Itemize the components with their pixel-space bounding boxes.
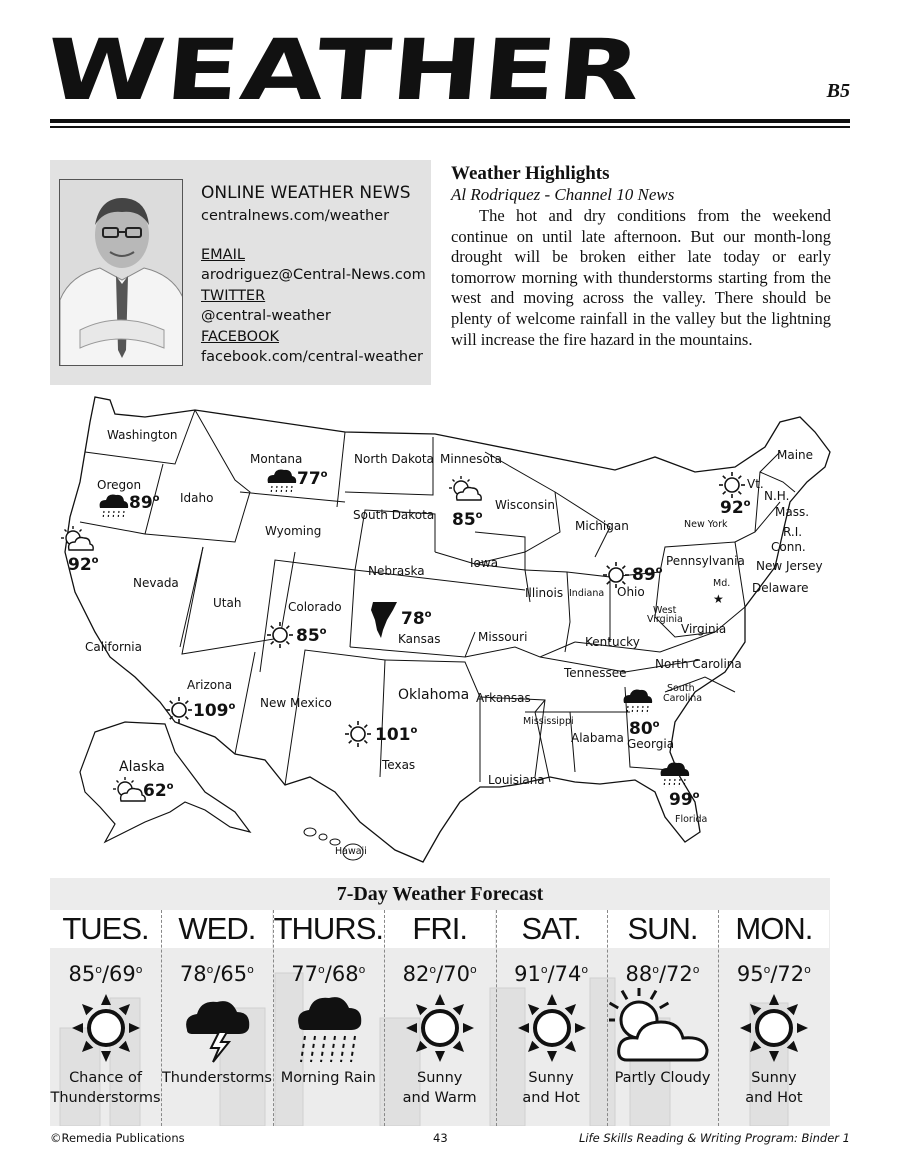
temp-alaska: 62$^o$ [143, 781, 174, 801]
day-divider [718, 910, 719, 1126]
day-condition: Sunny and Hot [522, 1070, 580, 1106]
us-weather-map [55, 392, 845, 872]
label-mississippi: Mississippi [523, 716, 574, 727]
label-west-virginia-2: Virginia [647, 614, 683, 625]
contact-heading: ONLINE WEATHER NEWS [201, 183, 411, 203]
page-title: WEATHER [41, 21, 647, 119]
day-condition: Thunderstorms [161, 1070, 272, 1086]
label-south-carolina-1: South [667, 683, 695, 694]
label-ri: R.I. [783, 525, 803, 539]
forecast-day [607, 910, 718, 1126]
label-tennessee: Tennessee [564, 666, 627, 680]
forecast-day [50, 910, 161, 1126]
site-link[interactable]: centralnews.com/weather [201, 208, 390, 224]
day-divider [496, 910, 497, 1126]
sun-icon [166, 697, 192, 723]
day-divider [384, 910, 385, 1126]
temp-oregon: 89$^o$ [129, 493, 160, 513]
header-rule [50, 119, 850, 123]
forecast-title: 7-Day Weather Forecast [336, 883, 544, 905]
label-idaho: Idaho [180, 491, 214, 505]
label-nh: N.H. [764, 489, 790, 503]
label-utah: Utah [213, 596, 242, 610]
label-south-carolina-2: Carolina [663, 693, 703, 704]
label-virginia: Virginia [681, 622, 727, 636]
temp-colorado: 85$^o$ [296, 626, 327, 646]
twitter-label: TWITTER [201, 287, 266, 304]
label-arkansas: Arkansas [476, 691, 531, 705]
sun-icon [516, 992, 588, 1064]
publisher: ©Remedia Publications [50, 1131, 185, 1145]
label-md: Md. [713, 578, 731, 589]
label-louisiana: Louisiana [488, 773, 545, 787]
sun-icon [345, 721, 371, 747]
twitter-handle[interactable]: @central-weather [201, 308, 331, 324]
temp-arizona: 109$^o$ [193, 701, 236, 721]
day-temps: 91$^o$/74$^o$ [514, 962, 589, 986]
day-temps: 82$^o$/70$^o$ [402, 962, 477, 986]
highlights-title: Weather Highlights [451, 163, 610, 184]
page-number: 43 [433, 1131, 448, 1145]
highlights-body: The hot and dry conditions from the weekend continue on until late afternoon. But our month-long drought will be broken either late today or early tomorrow morning with thunderstorms starting from the west and moving across the valley. There should be plenty of welcome rainfall in the valley but the lightning will increase the fire hazard in the mountains. [451, 206, 831, 349]
label-nebraska: Nebraska [368, 564, 425, 578]
forecast-day [718, 910, 829, 1126]
day-name: FRI. [384, 910, 495, 948]
label-wisconsin: Wisconsin [495, 498, 555, 512]
map-svg [55, 392, 845, 872]
label-california: California [85, 640, 142, 654]
label-colorado: Colorado [288, 600, 342, 614]
thunderstorm-icon [181, 992, 253, 1064]
contact-box [50, 160, 431, 385]
sun-icon [267, 622, 293, 648]
temp-kansas: 78$^o$ [401, 609, 432, 629]
email-label: EMAIL [201, 246, 245, 263]
facebook-link[interactable]: facebook.com/central-weather [201, 349, 423, 365]
day-name: MON. [718, 910, 829, 948]
day-temps: 77$^o$/68$^o$ [291, 962, 366, 986]
label-kentucky: Kentucky [585, 635, 640, 649]
label-south-dakota: South Dakota [353, 508, 435, 522]
label-montana: Montana [250, 452, 303, 466]
label-florida: Florida [675, 814, 708, 825]
highlights-byline: Al Rodriquez - Channel 10 News [451, 185, 675, 204]
day-divider [161, 910, 162, 1126]
label-kansas: Kansas [398, 632, 441, 646]
day-name: WED. [161, 910, 272, 948]
label-oregon: Oregon [97, 478, 142, 492]
sun-icon [603, 562, 629, 588]
label-indiana: Indiana [569, 588, 605, 599]
facebook-label: FACEBOOK [201, 328, 279, 345]
series-title: Life Skills Reading & Writing Program: Binder 1 [578, 1131, 850, 1145]
partly-cloudy-icon [609, 988, 719, 1068]
day-name: SAT. [496, 910, 607, 948]
sun-icon [738, 992, 810, 1064]
label-maine: Maine [777, 448, 814, 462]
label-alaska: Alaska [119, 759, 165, 775]
label-vt: Vt. [747, 477, 764, 491]
temp-florida: 99$^o$ [669, 790, 700, 810]
label-pennsylvania: Pennsylvania [666, 554, 745, 568]
day-condition: Partly Cloudy [614, 1070, 711, 1086]
forecast-day [384, 910, 495, 1126]
label-ohio: Ohio [617, 585, 645, 599]
contact-info [201, 182, 431, 368]
reporter-photo [59, 179, 183, 366]
label-michigan: Michigan [575, 519, 629, 533]
weather-highlights [451, 163, 831, 350]
label-north-carolina: North Carolina [655, 657, 742, 671]
label-hawaii: Hawaii [335, 846, 367, 857]
temp-california: 92$^o$ [68, 555, 99, 575]
email-link[interactable]: arodriguez@Central-News.com [201, 267, 426, 283]
temp-georgia: 80$^o$ [629, 719, 660, 739]
temp-montana: 77$^o$ [297, 469, 328, 489]
header-rule-thin [50, 126, 850, 128]
day-condition: Morning Rain [280, 1070, 376, 1086]
label-alabama: Alabama [571, 731, 624, 745]
rain-icon [293, 992, 365, 1064]
day-condition: Sunny and Hot [745, 1070, 803, 1106]
forecast-panel [50, 878, 830, 1126]
day-divider [607, 910, 608, 1126]
masthead [41, 21, 850, 120]
label-delaware: Delaware [752, 581, 809, 595]
label-west-virginia-1: West [653, 605, 677, 616]
day-temps: 88$^o$/72$^o$ [625, 962, 700, 986]
label-new-jersey: New Jersey [756, 559, 823, 573]
label-iowa: Iowa [470, 556, 499, 570]
label-georgia: Georgia [627, 737, 675, 751]
label-wyoming: Wyoming [265, 524, 322, 538]
day-temps: 95$^o$/72$^o$ [736, 962, 811, 986]
label-missouri: Missouri [478, 630, 528, 644]
label-nevada: Nevada [133, 576, 179, 590]
forecast-day [273, 910, 384, 1126]
day-condition: Sunny and Warm [402, 1070, 477, 1106]
label-mass: Mass. [775, 505, 810, 519]
capital-star-icon: ★ [713, 592, 724, 606]
day-name: SUN. [607, 910, 718, 948]
label-new-mexico: New Mexico [260, 696, 332, 710]
sun-icon [70, 992, 142, 1064]
label-north-dakota: North Dakota [354, 452, 434, 466]
day-name: THURS. [273, 911, 383, 946]
day-condition: Chance of Thunderstorms [50, 1070, 161, 1106]
sun-icon [719, 472, 745, 498]
label-washington: Washington [107, 428, 178, 442]
temp-minnesota: 85$^o$ [452, 510, 483, 530]
label-new-york: New York [684, 519, 728, 530]
page-code: B5 [826, 80, 850, 102]
temp-ohio: 89$^o$ [632, 565, 663, 585]
label-illinois: Illinois [525, 586, 564, 600]
label-texas: Texas [382, 758, 416, 772]
day-name: TUES. [50, 910, 161, 948]
label-arizona: Arizona [187, 678, 233, 692]
forecast-day [496, 910, 607, 1126]
sun-icon [404, 992, 476, 1064]
day-temps: 85$^o$/69$^o$ [68, 962, 143, 986]
day-temps: 78$^o$/65$^o$ [179, 962, 254, 986]
label-oklahoma: Oklahoma [398, 687, 470, 703]
page-footer [50, 1131, 850, 1147]
day-divider [273, 910, 274, 1126]
forecast-day [161, 910, 272, 1126]
label-minnesota: Minnesota [440, 452, 502, 466]
temp-new-york: 92$^o$ [720, 498, 751, 518]
temp-texas: 101$^o$ [375, 725, 418, 745]
label-conn: Conn. [771, 540, 806, 554]
